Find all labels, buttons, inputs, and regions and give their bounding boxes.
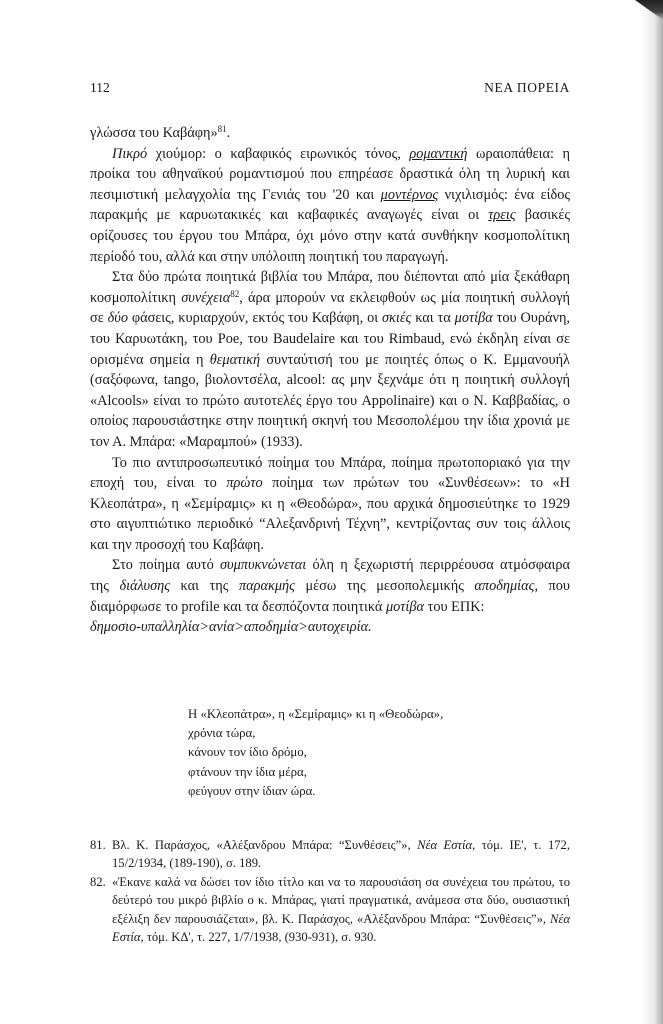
running-head: ΝΕΑ ΠΟΡΕΙΑ bbox=[484, 80, 570, 95]
paragraph-1: γλώσσα του Καβάφη»$^{81}$. bbox=[90, 124, 231, 141]
page-edge-shadow bbox=[641, 0, 663, 1024]
footnote-ref-81: 81 bbox=[217, 124, 227, 134]
poem-line: χρόνια τώρα, bbox=[188, 726, 256, 741]
poem-line: φεύγουν στην ίδιαν ώρα. bbox=[188, 783, 316, 798]
poem-excerpt bbox=[188, 705, 443, 801]
footnote-number: 81. bbox=[90, 838, 106, 852]
footnote-ref-82: 82 bbox=[230, 288, 240, 299]
poem-line: φτάνουν την ίδια μέρα, bbox=[188, 764, 307, 779]
theme-formula: δημοσιο-υπαλληλία>ανία>αποδημία>αυτοχειρία. bbox=[90, 619, 372, 636]
page-header bbox=[90, 80, 570, 98]
footnote-number: 82. bbox=[90, 874, 106, 889]
page-number: 112 bbox=[90, 80, 110, 95]
footnote-81: 81. Βλ. Κ. Παράσχος, «Αλέξανδρου Μπάρα: “Συνθέσεις”», Νέα Εστία, τόμ. ΙΕ', τ. 172, 15/2/1934, (189-190), σ. 189. bbox=[90, 838, 570, 871]
paragraph-5: Στο ποίημα αυτό συμπυκνώνεται όλη η ξεχωριστή περιρρέουσα ατμόσφαιρα της διάλυσης και της παρακμής μέσω της μεσοπολεμικής αποδημίας, που διαμόρφωσε το profile και τα δεσπόζοντα ποιητικά μοτίβα του ΕΠΚ: bbox=[90, 557, 570, 615]
footnote-82: 82. «Έκανε καλά να δώσει τον ίδιο τίτλο και να το παρουσιάση σα συνέχεια του πρώτου, το δεύτερό του μικρό βιβλίο ο κ. Μπάρας, γιατί πραγματικά, ανάμεσα στα δύο, ουσιαστική εξέλιξη δεν παρουσιάζεται», βλ. Κ. Παράσχος, «Αλέξανδρου Μπάρα: “Συνθέσεις”», Νέα Εστία, τόμ. ΚΔ', τ. 227, 1/7/1938, (930-931), σ. 930. bbox=[90, 874, 570, 945]
body-text bbox=[90, 123, 570, 638]
paragraph-2: Πικρό χιούμορ: ο καβαφικός ειρωνικός τόνος, ρομαντική ωραιοπάθεια: η προίκα του αθηναϊκού ρομαντισμού που επηρέασε δραστικά όλη τη λυρική και πεσιμιστική μελαγχολία της Γενιάς του '20 και μοντέρνος νιχιλισμός: ένα είδος παρακμής με καρυωτακικές και καβαφικές αναγωγές είναι οι τρεις βασικές ορίζουσες του έργου του Μπάρα, όχι μόνο στην κατά συνθήκην κοσμοπολίτικη περίοδό του, αλλά και στην υπόλοιπη ποιητική του παραγωγή. bbox=[90, 145, 570, 265]
paragraph-3: Στα δύο πρώτα ποιητικά βιβλία του Μπάρα, που διέπονται από μία ξεκάθαρη κοσμοπολίτικη συνέχεια$^{82}$, άρα μπορούν να εκλειφθούν ως μία ποιητική συλλογή σε δύο φάσεις, κυριαρχούν, εκτός του Καβάφη, οι σκιές και τα μοτίβα του Ουράνη, του Καρυωτάκη, του Poe, του Baudelaire και του Rimbaud, ενώ έκδηλη είναι σε ορισμένα σημεία η θεματική συνταύτισή του με ποιητές όπως ο Κ. Εμμανουήλ (σαξόφωνα, tango, βιολοντσέλα, alcool: ας μην ξεχνάμε ότι η ποιητική συλλογή «Alcools» είναι το πρώτο αυτοτελές έργο του Appolinaire) και ο Ν. Καββαδίας, ο οποίος παρουσιάστηκε στην ποιητική σκηνή του Μεσοπολέμου την ίδια χρονιά με τον Α. Μπάρα: «Μαραμπού» (1933). bbox=[90, 269, 570, 450]
poem-line: κάνουν τον ίδιο δρόμο, bbox=[188, 745, 307, 760]
footnotes bbox=[90, 836, 570, 946]
paragraph-4: Το πιο αντιπροσωπευτικό ποίημα του Μπάρα, ποίημα πρωτοποριακό για την εποχή του, είναι το πρώτο ποίημα των πρώτων του «Συνθέσεων»: το «Η Κλεοπάτρα», η «Σεμίραμις» κι η «Θεοδώρα», που αρχικά δημοσιεύτηκε το 1929 στο αιγυπτιώτικο περιοδικό “Αλεξανδρινή Τέχνη”, κεντρίζοντας συν τοις άλλοις και την προσοχή του Καβάφη. bbox=[90, 454, 570, 553]
poem-line: Η «Κλεοπάτρα», η «Σεμίραμις» κι η «Θεοδώρα», bbox=[188, 707, 444, 721]
